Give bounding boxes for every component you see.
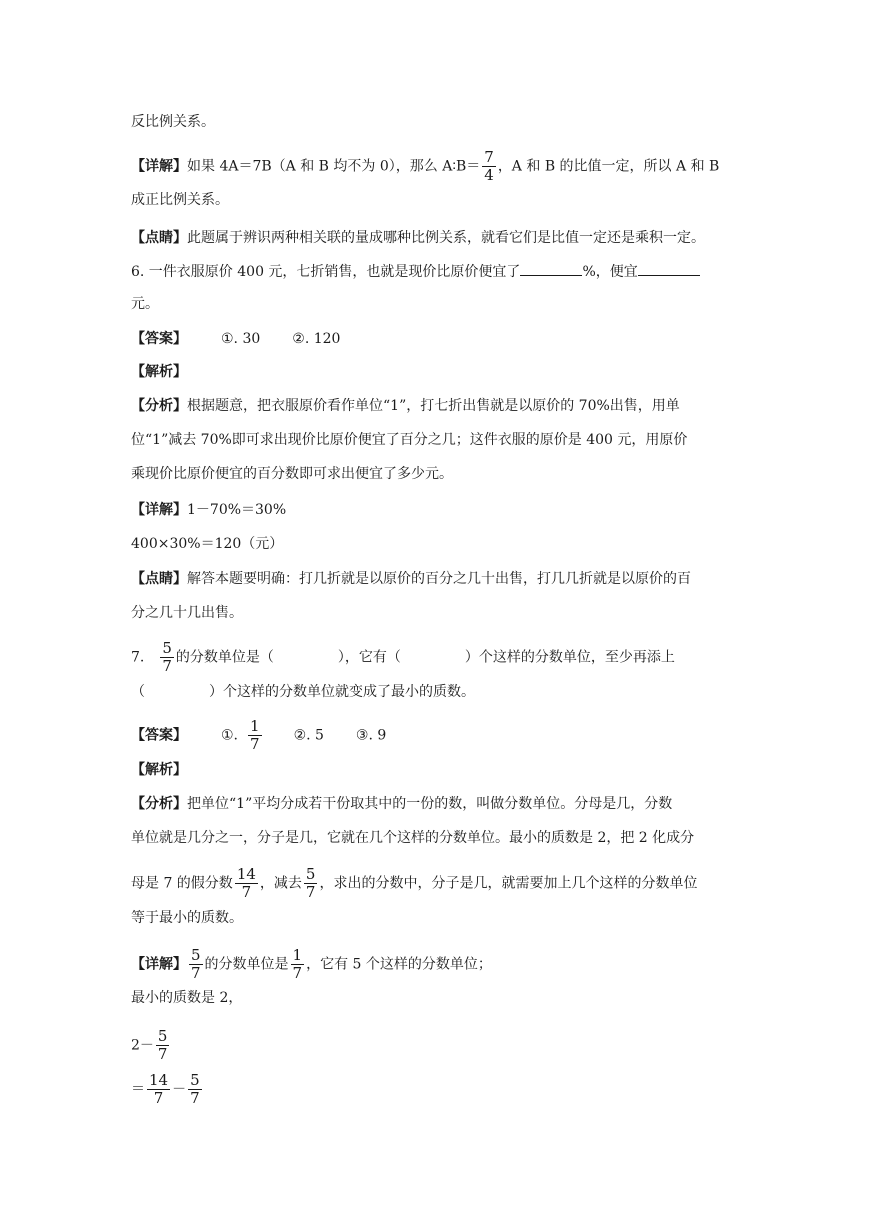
fraction (248, 718, 262, 753)
analysis-tag: 【分析】 (131, 796, 187, 812)
numerator: 14 (236, 865, 256, 883)
answer-item: ②. 120 (292, 331, 341, 347)
text: 成正比例关系。 (131, 192, 229, 208)
equation: 2－ (131, 1037, 154, 1054)
text: 此题属于辨识两种相关联的量成哪种比例关系，就看它们是比值一定还是乘积一定。 (187, 230, 705, 246)
denominator: 7 (162, 657, 172, 675)
analysis-tag: 【解析】 (131, 762, 187, 778)
text: 最小的质数是 2， (131, 990, 243, 1006)
comment-line (131, 569, 691, 589)
analysis-line (131, 396, 680, 416)
fraction (291, 947, 305, 982)
denominator: 7 (305, 883, 316, 901)
analysis-heading (131, 760, 187, 780)
numerator: 5 (305, 865, 316, 883)
answer-item: ③. 9 (355, 727, 387, 744)
analysis-line (131, 794, 672, 814)
question-text: 6. 一件衣服原价 400 元，七折销售，也就是现价比原价便宜了 (131, 264, 521, 280)
comment-tag: 【点睛】 (131, 571, 187, 587)
question-text: 的分数单位是（ (175, 649, 274, 666)
analysis-tag: 【解析】 (131, 364, 187, 380)
answer-tag: 【答案】 (131, 727, 187, 744)
detail-tag: 【详解】 (131, 158, 187, 175)
answer-tag: 【答案】 (131, 331, 187, 347)
text-line (131, 190, 229, 210)
answer-blank (520, 263, 582, 276)
denominator: 7 (250, 735, 260, 753)
analysis-tag: 【分析】 (131, 398, 187, 414)
fraction (189, 947, 203, 982)
denominator: 7 (190, 1089, 200, 1107)
question-text: （ (131, 684, 145, 700)
fraction (304, 866, 318, 901)
text-line (131, 828, 694, 848)
text-line (131, 682, 475, 702)
detail-line (131, 947, 492, 982)
text: 母是 7 的假分数 (131, 875, 233, 892)
text-line (131, 866, 697, 901)
detail-tag: 【详解】 (131, 956, 187, 973)
question-text: ）个这样的分数单位，至少再添上 (464, 649, 675, 666)
question-6 (131, 262, 700, 282)
numerator: 5 (190, 1071, 200, 1089)
comment-tag: 【点睛】 (131, 230, 187, 246)
text: ，它有 5 个这样的分数单位； (306, 956, 492, 973)
question-text: ），它有（ (337, 649, 401, 666)
question-number: 7. (131, 649, 145, 666)
numerator: 1 (250, 717, 260, 735)
text-line (131, 430, 687, 450)
answer-blank (638, 263, 700, 276)
denominator: 7 (157, 1045, 168, 1063)
denominator: 7 (292, 964, 303, 982)
fraction (160, 640, 174, 675)
answer-item: ②. 5 (293, 727, 324, 744)
text: 根据题意，把衣服原价看作单位“1”，打七折出售就是以原价的 70%出售，用单 (187, 398, 680, 414)
equation-line (131, 534, 283, 554)
answer-line (131, 718, 386, 753)
numerator: 14 (149, 1071, 169, 1089)
numerator: 5 (162, 639, 172, 657)
text: ，A 和 B 的比值一定，所以 A 和 B (497, 158, 720, 175)
question-7 (131, 640, 675, 675)
text: 乘现价比原价便宜的百分数即可求出便宜了多少元。 (131, 466, 453, 482)
text: ，减去 (259, 875, 302, 892)
fraction (147, 1072, 170, 1107)
text: 单位就是几分之一，分子是几，它就在几个这样的分数单位。最小的质数是 2，把 2 化成分 (131, 830, 695, 846)
fraction (235, 866, 258, 901)
text-line (131, 112, 215, 132)
detail-line (131, 149, 719, 184)
text-line (131, 988, 242, 1008)
fraction (188, 1072, 202, 1107)
denominator: 7 (153, 1089, 164, 1107)
detail-tag: 【详解】 (131, 502, 187, 518)
text-line (131, 294, 159, 314)
analysis-heading (131, 362, 187, 382)
answer-item: ①. 30 (221, 331, 261, 347)
text-line (131, 603, 243, 623)
numerator: 1 (292, 946, 303, 964)
question-text: %，便宜 (582, 264, 638, 280)
text: 解答本题要明确：打几折就是以原价的百分之几十出售，打几几折就是以原价的百 (187, 571, 691, 587)
text: 位“1”减去 70%即可求出现价比原价便宜了百分之几；这件衣服的原价是 400 元，用原价 (131, 432, 688, 448)
fraction (482, 149, 496, 184)
text-line (131, 908, 243, 928)
equation-line (131, 1028, 171, 1063)
text: 的分数单位是 (204, 956, 289, 973)
text: 分之几十几出售。 (131, 605, 243, 621)
denominator: 4 (484, 166, 494, 184)
text: ，求出的分数中，分子是几，就需要加上几个这样的分数单位 (319, 875, 698, 892)
text: 如果 4A＝7B（A 和 B 均不为 0），那么 A∶B＝ (187, 158, 481, 175)
equation: 1－70%＝30% (187, 502, 287, 518)
comment-line (131, 228, 705, 248)
text-line (131, 464, 453, 484)
detail-line (131, 500, 286, 520)
numerator: 7 (484, 148, 494, 166)
answer-line (131, 329, 340, 349)
numerator: 5 (157, 1027, 168, 1045)
text: 等于最小的质数。 (131, 910, 243, 926)
fraction (156, 1028, 170, 1063)
equation: ＝ (131, 1081, 145, 1098)
equation: － (172, 1081, 187, 1098)
equation: 400×30%＝120（元） (131, 536, 284, 552)
equation-line (131, 1072, 204, 1107)
numerator: 5 (191, 946, 201, 964)
denominator: 7 (191, 964, 201, 982)
text: 把单位“1”平均分成若干份取其中的一份的数，叫做分数单位。分母是几，分数 (187, 796, 673, 812)
answer-item: ①. (221, 727, 239, 744)
question-text: ）个这样的分数单位就变成了最小的质数。 (209, 684, 475, 700)
question-text: 元。 (131, 296, 159, 312)
text: 反比例关系。 (131, 114, 215, 130)
denominator: 7 (241, 883, 252, 901)
